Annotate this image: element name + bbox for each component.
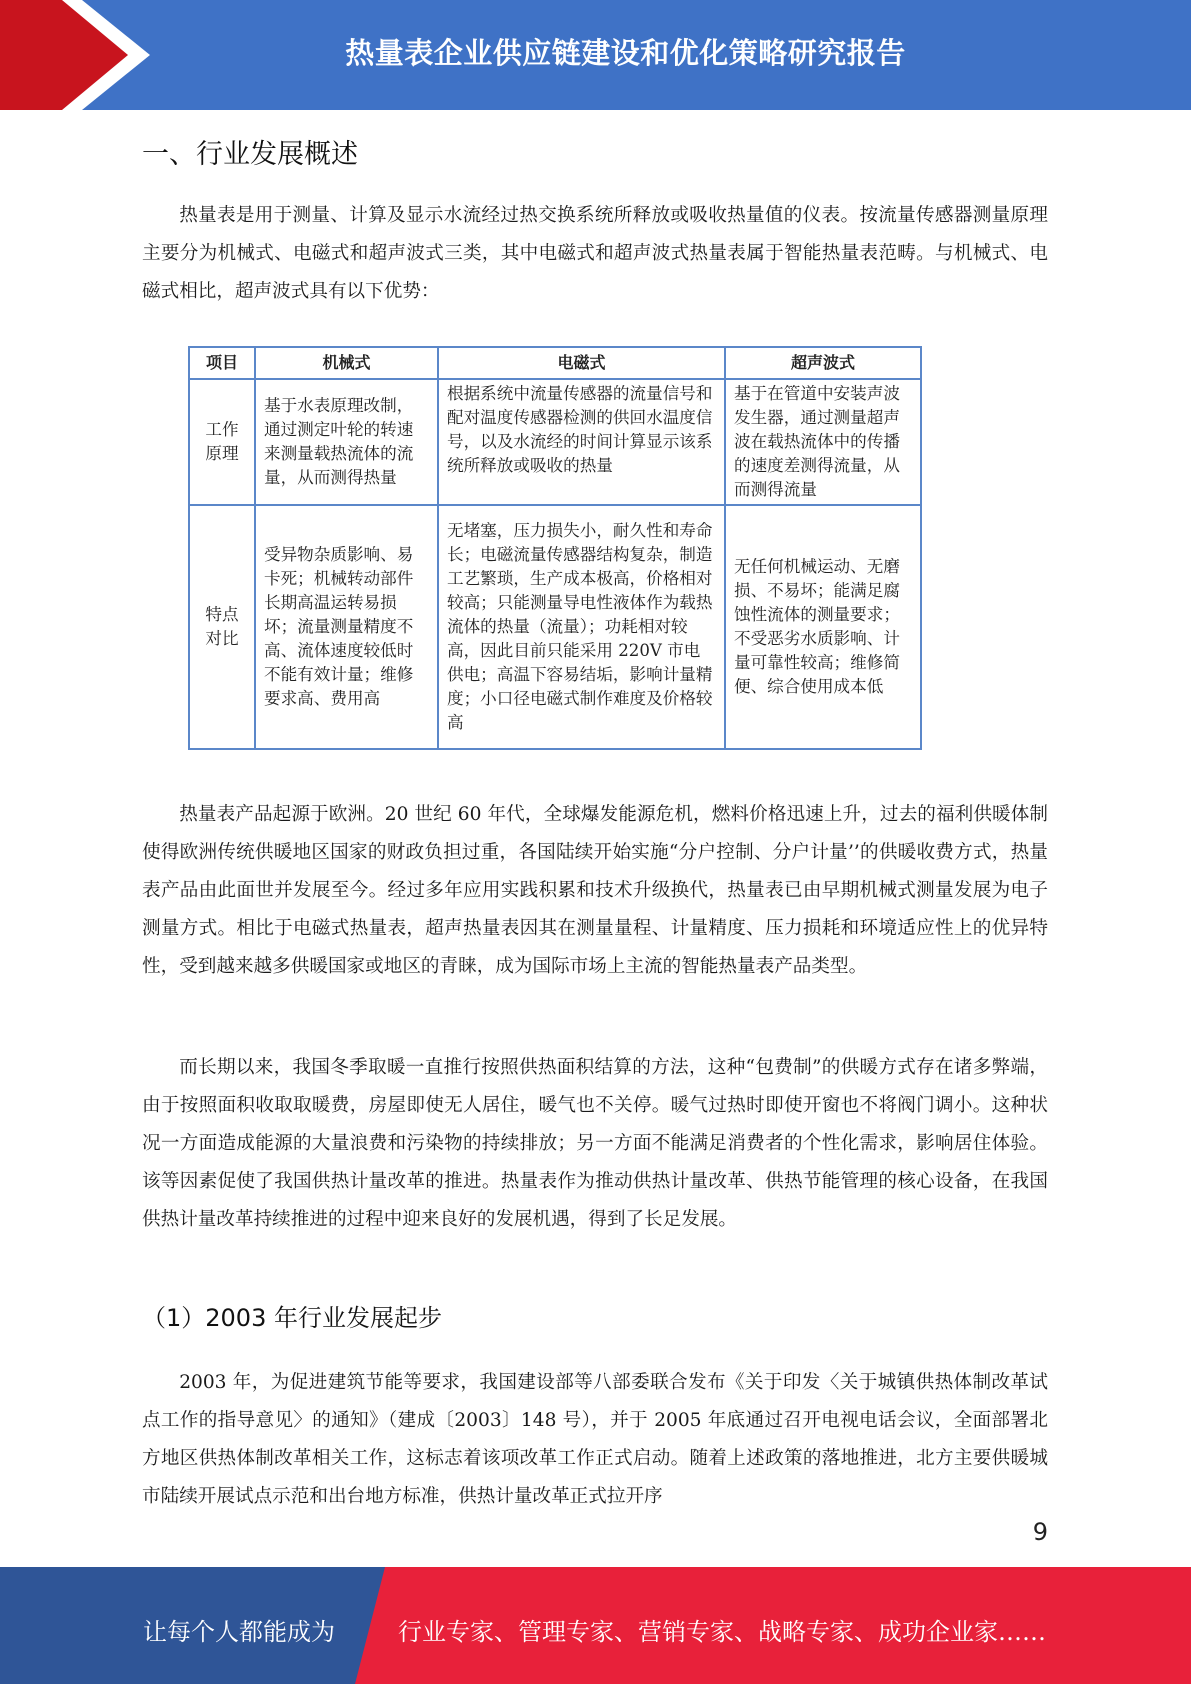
section-title: 一、行业发展概述 [142, 139, 358, 170]
history-paragraph: 热量表产品起源于欧洲。20 世纪 60 年代，全球爆发能源危机，燃料价格迅速上升，过去的福利供暖体制使得欧洲传统供暖地区国家的财政负担过重，各国陆续开始实施“分户控制、分户计量’’的供暖收费方式，热量表产品由此面世并发展至今。经过多年应用实践积累和技术升级换代，热量表已由早期机械式测量发展为电子测量方式。相比于电磁式热量表，超声热量表因其在测量量程、计量精度、压力损耗和环境适应性上的优异特性，受到越来越多供暖国家或地区的青睐，成为国际市场上主流的智能热量表产品类型。 [142, 804, 1048, 977]
report-title: 热量表企业供应链建设和优化策略研究报告 [345, 36, 906, 70]
table-cell: 受异物杂质影响、易卡死；机械转动部件长期高温运转易损坏；流量测量精度不高、流体速度较低时不能有效计量；维修要求高、费用高 [255, 505, 438, 749]
subsection-title: （1）2003 年行业发展起步 [142, 1304, 442, 1332]
table-header-row [189, 347, 921, 379]
footer-slogan-left: 让每个人都能成为 [143, 1618, 335, 1646]
table-cell: 基于水表原理改制，通过测定叶轮的转速来测量载热流体的流量，从而测得热量 [255, 379, 438, 505]
table-header-cell: 超声波式 [725, 347, 921, 379]
table-header-cell: 电磁式 [438, 347, 725, 379]
header-bar [0, 0, 1191, 110]
domestic-paragraph: 而长期以来，我国冬季取暖一直推行按照供热面积结算的方法，这种“包费制”的供暖方式存在诸多弊端，由于按照面积收取取暖费，房屋即使无人居住，暖气也不关停。暖气过热时即使开窗也不将阀门调小。这种状况一方面造成能源的大量浪费和污染物的持续排放；另一方面不能满足消费者的个性化需求，影响居住体验。该等因素促使了我国供热计量改革的推进。热量表作为推动供热计量改革、供热节能管理的核心设备，在我国供热计量改革持续推进的过程中迎来良好的发展机遇，得到了长足发展。 [142, 1057, 1048, 1230]
table-cell: 无堵塞，压力损失小，耐久性和寿命长；电磁流量传感器结构复杂，制造工艺繁琐，生产成本极高，价格相对较高；只能测量导电性液体作为载热流体的热量（流量）；功耗相对较高，因此目前只能采用 220V 市电供电；高温下容易结垢，影响计量精度；小口径电磁式制作难度及价格较高 [438, 505, 725, 749]
table-header-cell: 机械式 [255, 347, 438, 379]
table-row [189, 505, 921, 749]
table-header-cell: 项目 [189, 347, 255, 379]
table-row [189, 379, 921, 505]
table-cell: 根据系统中流量传感器的流量信号和配对温度传感器检测的供回水温度信号，以及水流经的时间计算显示该系统所释放或吸收的热量 [438, 379, 725, 505]
page-number: 9 [1032, 1518, 1048, 1546]
comparison-table [188, 346, 922, 750]
table-cell: 无任何机械运动、无磨损、不易坏；能满足腐蚀性流体的测量要求；不受恶劣水质影响、计量可靠性较高；维修简便、综合使用成本低 [725, 505, 921, 749]
footer-slogan-right: 行业专家、管理专家、营销专家、战略专家、成功企业家…… [398, 1618, 1046, 1646]
row-label: 工作原理 [189, 379, 255, 505]
y2003-paragraph: 2003 年，为促进建筑节能等要求，我国建设部等八部委联合发布《关于印发〈关于城镇供热体制改革试点工作的指导意见〉的通知》（建成〔2003〕148 号），并于 2005 年底通过召开电视电话会议，全面部署北方地区供热体制改革相关工作，这标志着该项改革工作正式启动。随着上述政策的落地推进，北方主要供暖城市陆续开展试点示范和出台地方标准，供热计量改革正式拉开序 [142, 1372, 1048, 1507]
row-label: 特点对比 [189, 505, 255, 749]
intro-paragraph: 热量表是用于测量、计算及显示水流经过热交换系统所释放或吸收热量值的仪表。按流量传感器测量原理主要分为机械式、电磁式和超声波式三类，其中电磁式和超声波式热量表属于智能热量表范畴。与机械式、电磁式相比，超声波式具有以下优势： [142, 205, 1048, 302]
table-cell: 基于在管道中安装声波发生器，通过测量超声波在载热流体中的传播的速度差测得流量，从而测得流量 [725, 379, 921, 505]
